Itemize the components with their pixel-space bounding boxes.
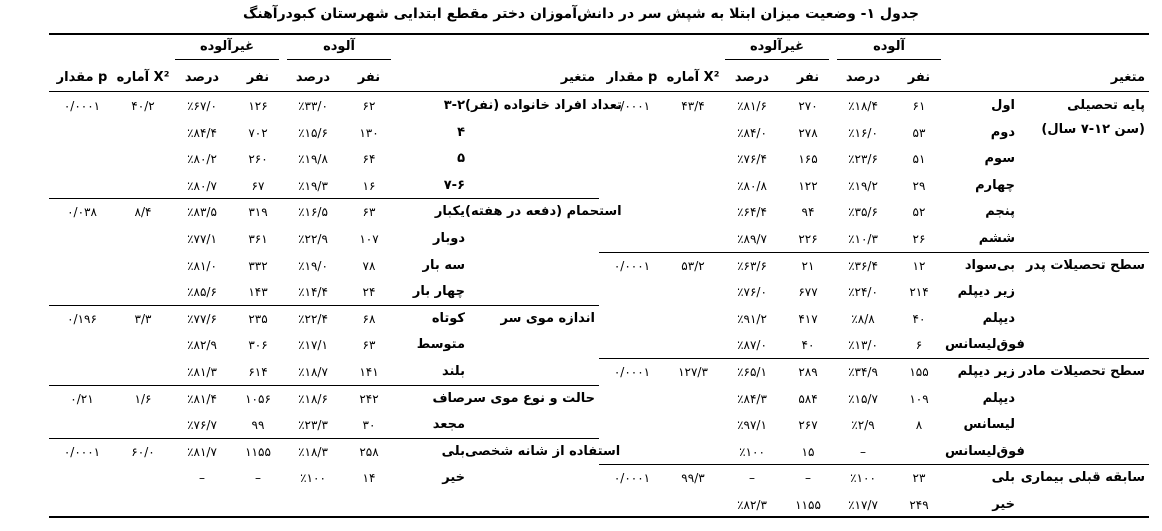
category-label: سوم bbox=[984, 151, 1015, 167]
infected-count: ۶۳ bbox=[362, 205, 376, 220]
header-p: مقدار p bbox=[606, 70, 658, 85]
category-label: دیپلم bbox=[982, 390, 1015, 406]
uninfected-count: ۲۱ bbox=[801, 258, 815, 273]
uninfected-count: ۲۲۶ bbox=[798, 232, 818, 246]
category-label: ۴ bbox=[457, 124, 465, 140]
uninfected-percent: ٪۸۰/۲ bbox=[187, 152, 217, 167]
infected-count: ۱۰۹ bbox=[909, 391, 929, 406]
infected-percent: ٪۱۸/۳ bbox=[298, 444, 328, 459]
header-count: نفر bbox=[907, 70, 931, 85]
header-p: مقدار p bbox=[56, 70, 108, 85]
infected-percent: ٪۱۷/۱ bbox=[298, 338, 328, 353]
infected-percent: ٪۱۳/۰ bbox=[848, 338, 878, 353]
chi2-value: ۹۹/۳ bbox=[681, 471, 705, 486]
category-label: دیپلم bbox=[982, 310, 1015, 326]
p-value: ۰/۰۰۰۱ bbox=[613, 99, 651, 113]
infected-count: ۵۳ bbox=[912, 125, 926, 140]
infected-percent: ٪۲۲/۹ bbox=[298, 232, 328, 246]
category-label: لیسانس bbox=[963, 417, 1015, 433]
uninfected-percent: ٪۷۶/۷ bbox=[187, 418, 217, 433]
uninfected-percent: ٪۸۰/۷ bbox=[187, 178, 217, 193]
infected-percent: ٪۱۰۰ bbox=[300, 471, 326, 486]
infected-count: ۵۱ bbox=[912, 152, 926, 167]
category-label: فوق‌لیسانس bbox=[945, 443, 1025, 459]
uninfected-percent: ٪۶۵/۱ bbox=[737, 365, 767, 379]
chi2-value: ۸/۴ bbox=[134, 205, 152, 220]
uninfected-percent: ٪۸۵/۶ bbox=[187, 285, 217, 300]
uninfected-count: ۲۳۵ bbox=[248, 311, 268, 326]
uninfected-percent: ٪۸۰/۸ bbox=[737, 178, 767, 193]
uninfected-percent: ٪۹۱/۲ bbox=[737, 311, 767, 326]
uninfected-count: ۱۲۲ bbox=[798, 178, 818, 193]
infected-count: ۱۴۱ bbox=[359, 365, 379, 379]
infected-percent: ٪۱۸/۶ bbox=[298, 391, 328, 406]
group-separator bbox=[599, 358, 1149, 359]
infected-percent: ٪۲/۹ bbox=[851, 418, 875, 433]
infected-count: ۲۴۲ bbox=[359, 391, 379, 406]
uninfected-percent: ٪۸۱/۴ bbox=[187, 391, 217, 406]
header-infected: آلوده bbox=[873, 39, 905, 54]
header-uninfected: غیرآلوده bbox=[199, 39, 255, 54]
uninfected-count: ۶۷ bbox=[251, 178, 265, 193]
variable-name: تعداد افراد خانواده (نفر) bbox=[465, 98, 622, 113]
category-label: دوم bbox=[990, 124, 1015, 140]
uninfected-percent: ٪۸۲/۹ bbox=[187, 338, 217, 353]
infected-count: ۶۱ bbox=[912, 99, 926, 113]
category-label: ششم bbox=[978, 231, 1015, 246]
uninfected-percent: ٪۸۱/۶ bbox=[737, 99, 767, 113]
uninfected-count: ۹۴ bbox=[801, 205, 815, 220]
group-separator bbox=[49, 385, 599, 386]
uninfected-percent: ٪۸۱/۰ bbox=[187, 258, 217, 273]
infected-count: ۱۳۰ bbox=[359, 125, 379, 140]
uninfected-count: ۲۸۹ bbox=[798, 365, 818, 379]
uninfected-count: ۱۶۵ bbox=[798, 152, 818, 167]
uninfected-percent: ٪۸۴/۳ bbox=[737, 391, 767, 406]
infected-percent: ٪۱۴/۴ bbox=[298, 285, 328, 300]
chi2-value: ۴۰/۲ bbox=[131, 99, 155, 113]
uninfected-percent: ٪۹۷/۱ bbox=[737, 418, 767, 433]
uninfected-percent: ٪۸۴/۴ bbox=[187, 125, 217, 140]
p-value: ۰/۰۰۰۱ bbox=[613, 365, 651, 379]
chi2-value: ۶۰/۰ bbox=[131, 444, 155, 459]
uninfected-count: ۲۶۰ bbox=[248, 152, 268, 167]
category-label: زیر دیپلم bbox=[957, 364, 1015, 379]
category-label: فوق‌لیسانس bbox=[945, 337, 1025, 353]
infected-percent: ٪۱۰/۳ bbox=[848, 232, 878, 246]
infected-percent: ٪۳۵/۶ bbox=[848, 205, 878, 220]
infected-count: ۷۸ bbox=[362, 258, 376, 273]
uninfected-percent: ٪۶۳/۶ bbox=[737, 258, 767, 273]
uninfected-count: ۳۱۹ bbox=[248, 205, 268, 220]
category-label: بی‌سواد bbox=[964, 257, 1015, 273]
infected-count: ۱۲ bbox=[912, 258, 926, 273]
infected-percent: ٪۱۷/۷ bbox=[848, 498, 878, 512]
variable-name: پایه تحصیلی bbox=[1067, 98, 1145, 113]
header-chi2: آماره X² bbox=[116, 70, 170, 85]
uninfected-count: ۲۷۰ bbox=[798, 99, 818, 113]
category-label: سه بار bbox=[422, 257, 465, 273]
uninfected-percent: ٪۷۷/۶ bbox=[187, 311, 217, 326]
infected-percent: ٪۱۶/۵ bbox=[298, 205, 328, 220]
chi2-value: ۱۲۷/۳ bbox=[678, 365, 708, 379]
header-count: نفر bbox=[246, 70, 270, 85]
header-sub-rule bbox=[175, 59, 279, 60]
table-top-rule bbox=[49, 33, 599, 35]
infected-percent: ٪۱۰۰ bbox=[850, 471, 876, 486]
header-sub-rule bbox=[287, 59, 391, 60]
category-label: ۵ bbox=[457, 151, 465, 167]
header-infected: آلوده bbox=[323, 39, 355, 54]
p-value: ۰/۱۹۶ bbox=[67, 311, 97, 326]
uninfected-percent: ٪۸۱/۳ bbox=[187, 365, 217, 379]
chi2-value: ۱/۶ bbox=[134, 391, 152, 406]
category-label: متوسط bbox=[416, 337, 465, 353]
uninfected-percent: ٪۸۷/۰ bbox=[737, 338, 767, 353]
infected-percent: ٪۱۸/۴ bbox=[848, 99, 878, 113]
uninfected-count: ۱۰۵۶ bbox=[245, 391, 271, 406]
header-percent: درصد bbox=[845, 70, 881, 85]
p-value: ۰/۰۰۰۱ bbox=[613, 471, 651, 486]
infected-percent: ٪۳۳/۰ bbox=[298, 99, 328, 113]
infected-percent: ٪۳۶/۴ bbox=[848, 258, 878, 273]
infected-count: ۴۰ bbox=[912, 311, 926, 326]
table-top-rule bbox=[599, 33, 1149, 35]
uninfected-count: ۱۴۳ bbox=[248, 285, 268, 300]
infected-count: ۶۲ bbox=[362, 99, 376, 113]
category-label: خیر bbox=[992, 497, 1015, 512]
category-label: پنجم bbox=[985, 204, 1015, 220]
infected-percent: ٪۲۴/۰ bbox=[848, 285, 878, 300]
infected-percent: ٪۳۴/۹ bbox=[848, 365, 878, 379]
uninfected-percent: ٪۶۷/۰ bbox=[187, 99, 217, 113]
header-count: نفر bbox=[796, 70, 820, 85]
uninfected-percent: – bbox=[749, 471, 755, 486]
group-separator bbox=[599, 252, 1149, 253]
variable-name: (سن ۱۲-۷ سال) bbox=[1041, 122, 1145, 137]
variable-name: سطح تحصیلات مادر bbox=[1018, 364, 1145, 379]
category-label: یکبار bbox=[434, 204, 465, 220]
infected-percent: ٪۱۵/۷ bbox=[848, 391, 878, 406]
uninfected-percent: ٪۸۲/۳ bbox=[737, 498, 767, 512]
p-value: ۰/۰۰۰۱ bbox=[63, 99, 101, 113]
infected-percent: ٪۱۸/۷ bbox=[298, 365, 328, 379]
uninfected-count: ۳۳۲ bbox=[248, 258, 268, 273]
uninfected-count: ۳۰۶ bbox=[248, 338, 268, 353]
table-title: جدول ۱- وضعیت میزان ابتلا به شپش سر در دانش‌آموزان دختر مقطع ابتدایی شهرستان کبودرآهنگ bbox=[243, 6, 919, 22]
infected-count: ۲۹ bbox=[912, 178, 926, 193]
infected-percent: ٪۲۳/۶ bbox=[848, 152, 878, 167]
infected-count: ۱۵۵ bbox=[909, 365, 929, 379]
group-separator bbox=[49, 438, 599, 439]
infected-percent: ٪۲۳/۳ bbox=[298, 418, 328, 433]
category-label: بلی bbox=[991, 470, 1015, 486]
uninfected-percent: ٪۷۷/۱ bbox=[187, 232, 217, 246]
chi2-value: ۳/۳ bbox=[134, 311, 152, 326]
chi2-value: ۵۳/۲ bbox=[681, 258, 705, 273]
infected-count: ۲۴۹ bbox=[909, 498, 929, 512]
category-label: دوبار bbox=[433, 231, 465, 246]
infected-percent: ٪۱۹/۲ bbox=[848, 178, 878, 193]
category-label: چهار بار bbox=[412, 284, 465, 300]
header-variable: متغیر bbox=[1110, 70, 1145, 85]
uninfected-percent: ٪۸۳/۵ bbox=[187, 205, 217, 220]
uninfected-percent: ٪۷۶/۴ bbox=[737, 152, 767, 167]
uninfected-count: – bbox=[255, 471, 261, 486]
infected-percent: ٪۲۲/۴ bbox=[298, 311, 328, 326]
chi2-value: ۴۳/۴ bbox=[681, 99, 705, 113]
variable-name: استحمام (دفعه در هفته) bbox=[465, 204, 622, 220]
infected-count: ۶۸ bbox=[362, 311, 376, 326]
header-bottom-rule bbox=[599, 91, 1149, 92]
uninfected-percent: ٪۶۴/۴ bbox=[737, 205, 767, 220]
uninfected-count: ۶۷۷ bbox=[798, 285, 818, 300]
uninfected-count: ۲۷۸ bbox=[798, 125, 818, 140]
infected-count: ۳۰ bbox=[362, 418, 376, 433]
infected-percent: ٪۱۶/۰ bbox=[848, 125, 878, 140]
uninfected-count: ۱۵ bbox=[801, 444, 815, 459]
infected-percent: ٪۱۹/۰ bbox=[298, 258, 328, 273]
p-value: ۰/۰۳۸ bbox=[67, 205, 97, 220]
header-percent: درصد bbox=[295, 70, 331, 85]
group-separator bbox=[49, 305, 599, 306]
table-bottom-rule bbox=[49, 516, 599, 518]
category-label: بلند bbox=[441, 364, 465, 379]
uninfected-percent: ٪۷۶/۰ bbox=[737, 285, 767, 300]
header-sub-rule bbox=[837, 59, 941, 60]
uninfected-percent: ٪۸۱/۷ bbox=[187, 444, 217, 459]
variable-name: سطح تحصیلات پدر bbox=[1025, 257, 1145, 273]
uninfected-count: ۶۱۴ bbox=[248, 365, 268, 379]
header-bottom-rule bbox=[49, 91, 599, 92]
category-label: کوتاه bbox=[431, 310, 465, 326]
infected-count: ۱۰۷ bbox=[359, 232, 379, 246]
category-label: ۷-۶ bbox=[443, 177, 465, 193]
infected-count: ۲۶ bbox=[912, 232, 926, 246]
infected-count: ۶۴ bbox=[362, 152, 376, 167]
uninfected-count: ۱۱۵۵ bbox=[245, 444, 271, 459]
uninfected-count: ۹۹ bbox=[251, 418, 265, 433]
category-label: زیر دیپلم bbox=[957, 284, 1015, 300]
variable-name: استفاده از شانه شخصی bbox=[465, 443, 621, 459]
uninfected-count: – bbox=[805, 471, 811, 486]
header-uninfected: غیرآلوده bbox=[749, 39, 805, 54]
uninfected-percent: ٪۸۴/۰ bbox=[737, 125, 767, 140]
header-percent: درصد bbox=[184, 70, 220, 85]
infected-count: ۲۳ bbox=[912, 471, 926, 486]
category-label: چهارم bbox=[975, 177, 1015, 193]
infected-count: ۱۴ bbox=[362, 471, 376, 486]
variable-name: سابقه قبلی بیماری bbox=[1020, 470, 1145, 486]
category-label: صاف bbox=[432, 390, 465, 406]
infected-percent: – bbox=[860, 444, 866, 459]
uninfected-percent: ٪۸۹/۷ bbox=[737, 232, 767, 246]
uninfected-count: ۲۶۷ bbox=[798, 418, 818, 433]
table-bottom-rule bbox=[599, 516, 1149, 518]
infected-count: ۵۲ bbox=[912, 205, 926, 220]
p-value: ۰/۲۱ bbox=[70, 391, 94, 406]
left-table bbox=[49, 33, 622, 518]
uninfected-count: ۵۸۴ bbox=[798, 391, 818, 406]
infected-count: ۲۱۴ bbox=[909, 285, 929, 300]
variable-name: اندازه موی سر bbox=[500, 310, 595, 326]
infected-count: ۶ bbox=[915, 338, 923, 353]
uninfected-count: ۴۱۷ bbox=[798, 311, 818, 326]
right-table bbox=[599, 33, 1149, 518]
group-separator bbox=[599, 464, 1149, 465]
p-value: ۰/۰۰۰۱ bbox=[63, 444, 101, 459]
uninfected-count: ۳۶۱ bbox=[248, 232, 268, 246]
uninfected-percent: – bbox=[199, 471, 205, 486]
infected-percent: ٪۱۹/۸ bbox=[298, 152, 328, 167]
infected-percent: ٪۸/۸ bbox=[851, 311, 875, 326]
category-label: اول bbox=[991, 98, 1015, 113]
infected-count: ۶۳ bbox=[362, 338, 376, 353]
header-chi2: آماره X² bbox=[666, 70, 720, 85]
uninfected-count: ۷۰۲ bbox=[248, 125, 268, 140]
p-value: ۰/۰۰۰۱ bbox=[613, 258, 651, 273]
variable-name: حالت و نوع موی سر bbox=[465, 390, 595, 406]
category-label: خیر bbox=[442, 470, 465, 486]
category-label: ۳-۲ bbox=[443, 98, 465, 113]
header-variable: متغیر bbox=[560, 70, 595, 85]
category-label: مجعد bbox=[432, 417, 465, 433]
infected-count: ۲۴ bbox=[362, 285, 376, 300]
uninfected-count: ۴۰ bbox=[801, 338, 815, 353]
infected-percent: ٪۱۹/۳ bbox=[298, 178, 328, 193]
group-separator bbox=[49, 198, 599, 199]
uninfected-count: ۱۱۵۵ bbox=[795, 498, 821, 512]
uninfected-count: ۱۲۶ bbox=[248, 99, 268, 113]
header-count: نفر bbox=[357, 70, 381, 85]
header-percent: درصد bbox=[734, 70, 770, 85]
uninfected-percent: ٪۱۰۰ bbox=[739, 444, 765, 459]
infected-count: ۸ bbox=[915, 418, 923, 433]
infected-count: ۲۵۸ bbox=[359, 444, 379, 459]
header-sub-rule bbox=[725, 59, 829, 60]
category-label: بلی bbox=[441, 443, 465, 459]
infected-count: ۱۶ bbox=[362, 178, 376, 193]
infected-percent: ٪۱۵/۶ bbox=[298, 125, 328, 140]
